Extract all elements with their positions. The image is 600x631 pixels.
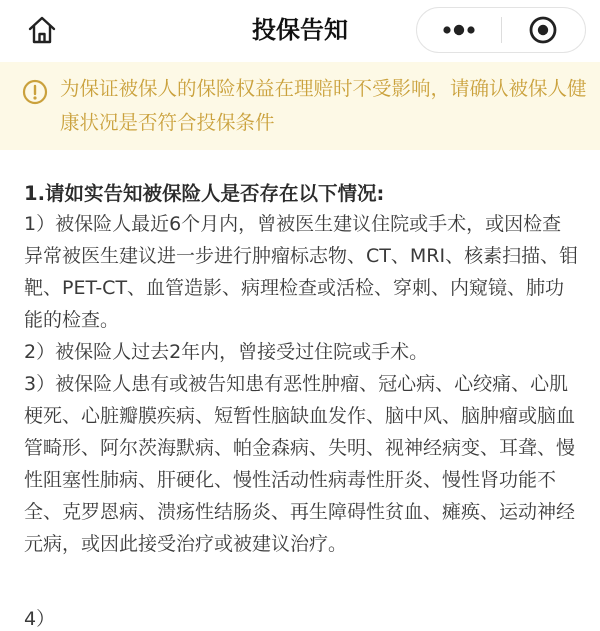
info-circle-icon xyxy=(20,77,50,107)
declaration-item-3: 3）被保险人患有或被告知患有恶性肿瘤、冠心病、心绞痛、心肌梗死、心脏瓣膜疾病、短暂性脑缺血发作、脑中风、脑肿瘤或脑血管畸形、阿尔茨海默病、帕金森病、失明、视神经病变、耳聋、慢性阻塞性肺病、肝硬化、慢性活动性病毒性肝炎、慢性肾功能不全、克罗恩病、溃疡性结肠炎、再生障碍性贫血、瘫痪、运动神经元病，或因此接受治疗或被建议治疗。 xyxy=(24,373,576,555)
notice-text: 为保证被保人的保险权益在理赔时不受影响，请确认被保人健康状况是否符合投保条件 xyxy=(60,77,587,134)
more-button[interactable] xyxy=(417,8,501,52)
close-button[interactable] xyxy=(502,8,586,52)
nav-bar xyxy=(0,0,600,60)
more-dots-icon xyxy=(439,22,479,38)
declaration-item-1: 1）被保险人最近6个月内，曾被医生建议住院或手术，或因检查异常被医生建议进一步进行肿瘤标志物、CT、MRI、核素扫描、钼靶、PET-CT、血管造影、病理检查或活检、穿刺、内窥镜、肺功能的检查。 xyxy=(24,213,579,331)
section-title: 1.请如实告知被保险人是否存在以下情况: xyxy=(24,182,385,205)
mini-program-capsule xyxy=(416,7,586,53)
close-circle-icon xyxy=(528,15,558,45)
declaration-list xyxy=(24,208,580,560)
notice-banner xyxy=(0,62,600,150)
declaration-item-2: 2）被保险人过去2年内，曾接受过住院或手术。 xyxy=(24,341,429,363)
page-title: 投保告知 xyxy=(252,16,348,44)
declaration-item-4-partial: 4） xyxy=(24,608,56,630)
